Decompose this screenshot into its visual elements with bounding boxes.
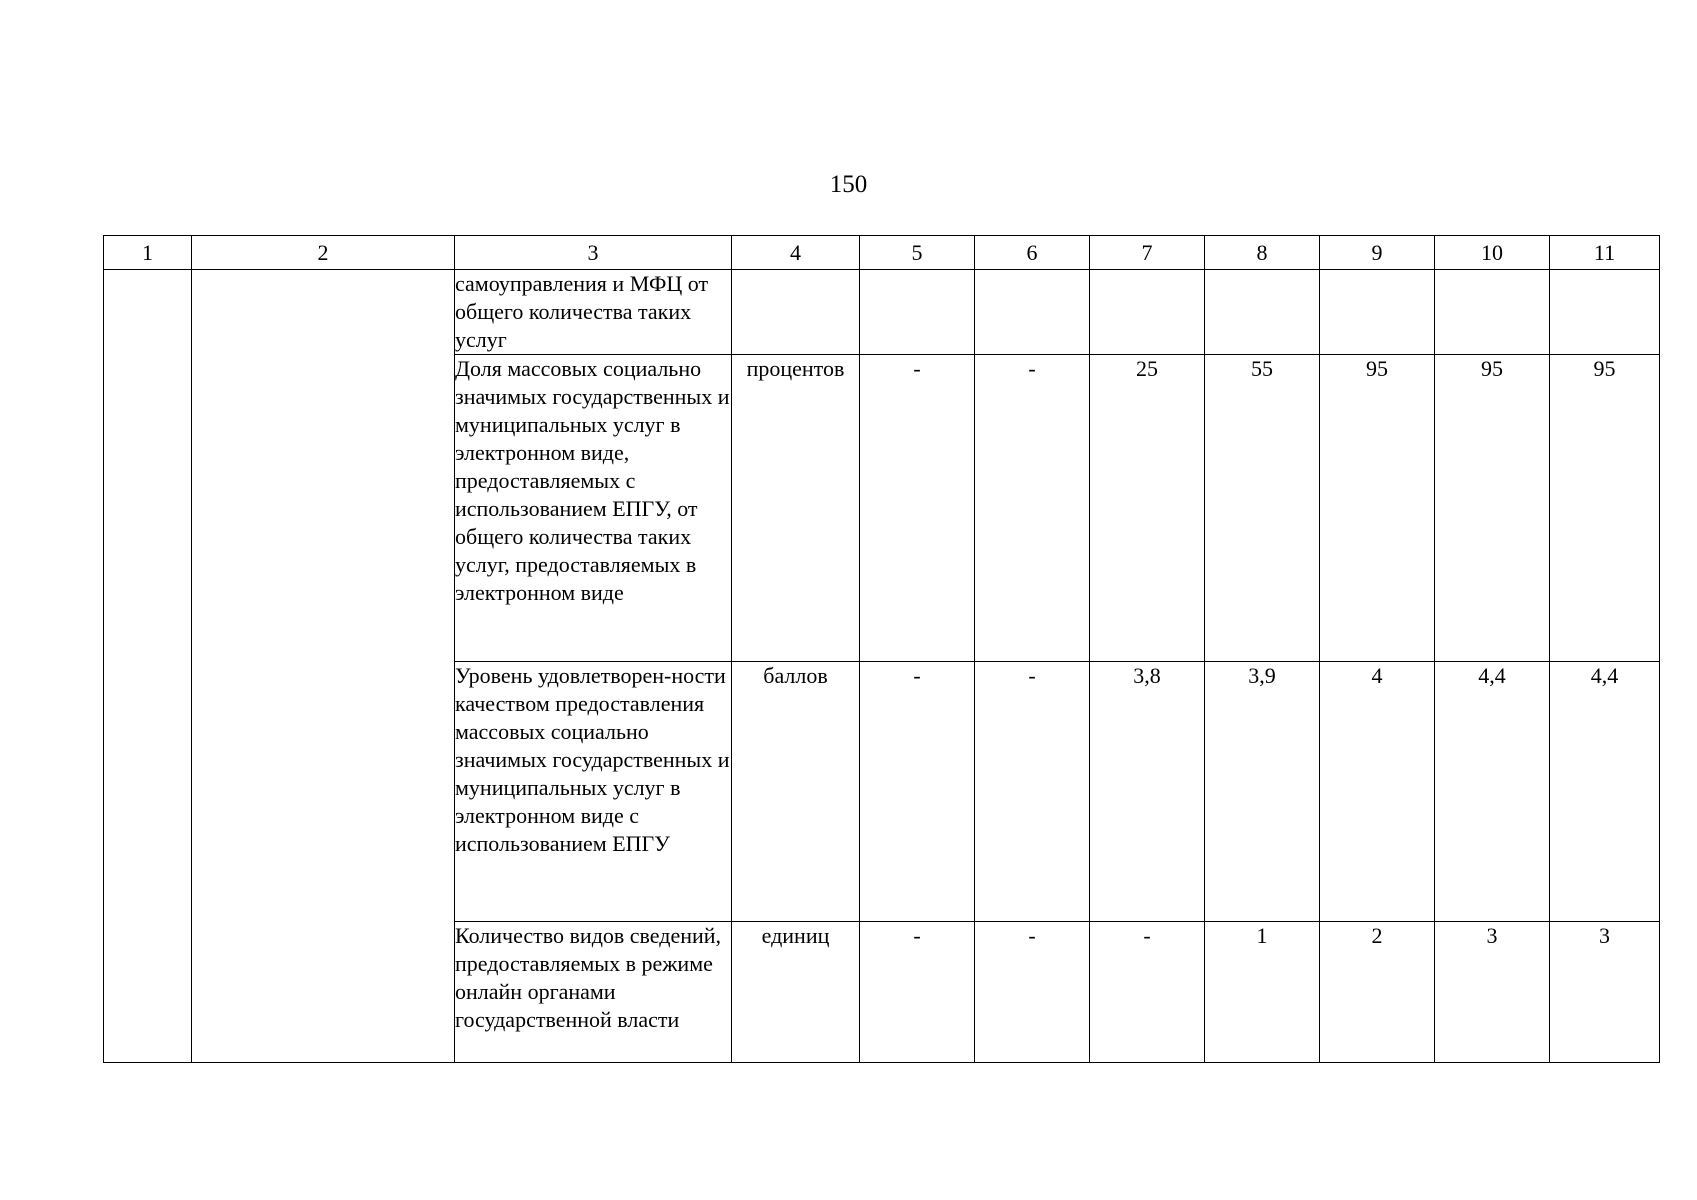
value-cell xyxy=(1205,270,1320,355)
value-cell: 3 xyxy=(1550,922,1660,1063)
value-cell: - xyxy=(975,662,1090,922)
value-cell: 3,9 xyxy=(1205,662,1320,922)
value-cell: 95 xyxy=(1435,355,1550,662)
header-col-10: 10 xyxy=(1435,236,1550,270)
header-row xyxy=(104,236,1660,270)
value-cell: 25 xyxy=(1090,355,1205,662)
value-cell: 4 xyxy=(1320,662,1435,922)
value-cell: - xyxy=(975,922,1090,1063)
value-cell: 2 xyxy=(1320,922,1435,1063)
value-cell xyxy=(860,270,975,355)
header-col-9: 9 xyxy=(1320,236,1435,270)
header-col-7: 7 xyxy=(1090,236,1205,270)
value-cell xyxy=(1320,270,1435,355)
value-cell xyxy=(1435,270,1550,355)
value-cell xyxy=(1090,270,1205,355)
unit-cell: процентов xyxy=(732,355,860,662)
indicators-table xyxy=(103,235,1660,1063)
value-cell: - xyxy=(860,922,975,1063)
header-col-3: 3 xyxy=(455,236,732,270)
value-cell: 1 xyxy=(1205,922,1320,1063)
value-cell: 3 xyxy=(1435,922,1550,1063)
indicator-cell: Уровень удовлетворен-ности качеством предоставления массовых социально значимых государственных и муниципальных услуг в электронном виде с использованием ЕПГУ xyxy=(455,662,732,922)
header-col-1: 1 xyxy=(104,236,192,270)
indicator-cell: Доля массовых социально значимых государственных и муниципальных услуг в электронном виде, предоставляемых с использованием ЕПГУ, от общего количества таких услуг, предоставляемых в электронном виде xyxy=(455,355,732,662)
unit-cell: единиц xyxy=(732,922,860,1063)
value-cell xyxy=(1550,270,1660,355)
unit-cell: баллов xyxy=(732,662,860,922)
value-cell: - xyxy=(1090,922,1205,1063)
value-cell: - xyxy=(860,355,975,662)
value-cell: 3,8 xyxy=(1090,662,1205,922)
header-col-4: 4 xyxy=(732,236,860,270)
cell-col-1 xyxy=(104,270,192,1063)
header-col-8: 8 xyxy=(1205,236,1320,270)
unit-cell xyxy=(732,270,860,355)
cell-col-2 xyxy=(192,270,455,1063)
header-col-5: 5 xyxy=(860,236,975,270)
header-col-11: 11 xyxy=(1550,236,1660,270)
value-cell: 4,4 xyxy=(1435,662,1550,922)
header-col-2: 2 xyxy=(192,236,455,270)
value-cell: - xyxy=(860,662,975,922)
page-number: 150 xyxy=(829,171,868,198)
value-cell: 95 xyxy=(1320,355,1435,662)
value-cell: 95 xyxy=(1550,355,1660,662)
value-cell: 55 xyxy=(1205,355,1320,662)
value-cell: 4,4 xyxy=(1550,662,1660,922)
value-cell: - xyxy=(975,355,1090,662)
table-row xyxy=(104,270,1660,355)
indicator-cell: Количество видов сведений, предоставляемых в режиме онлайн органами государственной власти xyxy=(455,922,732,1063)
indicator-cell: самоуправления и МФЦ от общего количества таких услуг xyxy=(455,270,732,355)
value-cell xyxy=(975,270,1090,355)
header-col-6: 6 xyxy=(975,236,1090,270)
